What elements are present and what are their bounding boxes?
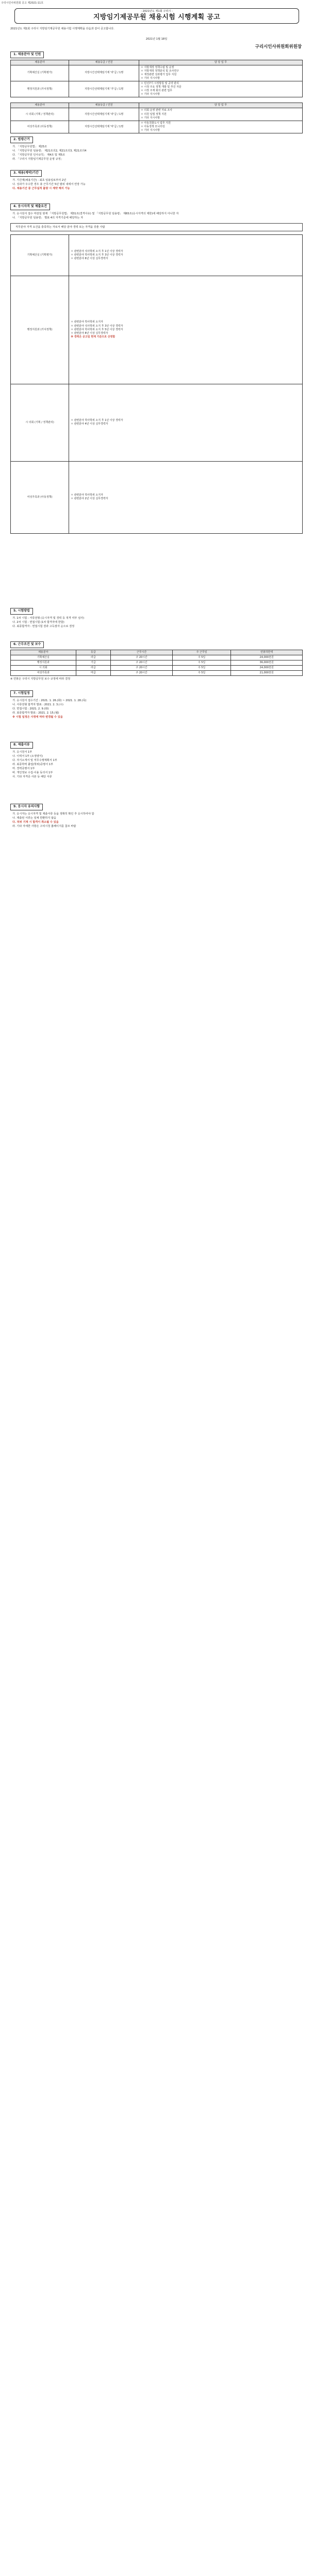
duty-item: ㅇ 재정관련 성과평가 업무 지원 <box>141 73 177 76</box>
cell: 주 5일 <box>172 665 230 670</box>
cell: 가급 <box>76 660 111 665</box>
section-documents <box>10 742 303 779</box>
duty-item: ㅇ 아동친화도시 업무 지원 <box>141 121 171 125</box>
cell: 주 20시간 <box>111 655 173 660</box>
grade-cell: 지방시간선택제임기제 '가'급 / 1명 <box>69 81 139 97</box>
req-item: ㅇ 관련분야 2년 이상 실무경력자 <box>71 497 108 501</box>
col-header: 등급 <box>76 650 111 655</box>
section-title: 1. 채용분야 및 인원 <box>10 52 44 58</box>
table-row <box>11 234 303 276</box>
section-schedule <box>10 690 303 719</box>
list-item: 다. 면접시험 : 2021. 2. 9.(화) <box>12 707 49 710</box>
list-item: 가. 응시원서 접수 마감일 현재 「지방공무원법」 제31조(결격사유) 및 「지방공무원 임용령」 제65조(응시자격의 제한)에 해당하지 아니한 자 <box>12 212 179 215</box>
list-item: 가. 기간제(채용기간) : 최초 임용일로부터 2년 <box>12 178 67 182</box>
req-item: ※ 경력은 공고일 현재 기준으로 산정함 <box>71 335 116 338</box>
list-item: 나. 이력서 1부 (소정양식) <box>12 754 43 758</box>
duty-item: ㅇ 기타 지시사항 <box>141 93 160 96</box>
field-cell: 행정지원과 (가치정책) <box>11 81 69 97</box>
cell: 주 20시간 <box>111 660 173 665</box>
col-header: 채용분야 <box>11 103 69 108</box>
intro <box>10 27 303 31</box>
list-item: 가. 응시자는 응시자격 및 제출서류 등을 정확히 확인 후 응시하여야 함 <box>12 812 94 816</box>
list-item: 마. 경력증명서 1부 <box>12 767 35 770</box>
table-row <box>11 121 303 133</box>
field-cell: 행정지원과 (가치정책) <box>11 276 69 384</box>
list-item: 다. 허위 기재 시 합격이 취소될 수 있음 <box>12 820 59 824</box>
table-row <box>11 655 303 660</box>
list-item: 나. 제출된 서류는 일체 반환하지 않음 <box>12 816 57 820</box>
duty-item: ㅇ 지방재정 정책분석 및 조사연구 <box>141 69 179 73</box>
list-item: 라. 기타 자세한 사항은 구리시청 홈페이지를 참조 바람 <box>12 824 76 828</box>
duty-item: ㅇ 시정 주요 정책 개발 및 추진 자문 <box>141 86 182 89</box>
req-item: ㅇ 관련분야 석사학위 소지 후 3년 이상 경력자 <box>71 324 123 328</box>
section-title: 5. 시험방법 <box>10 608 33 615</box>
list-item: 다. 자기소개서 및 직무수행계획서 1부 <box>12 758 57 762</box>
duty-item: ㅇ 기타 지시사항 <box>141 76 160 80</box>
recruitment-table <box>10 60 303 98</box>
cell: 24,000천원 <box>231 655 303 660</box>
section-title: 7. 시험일정 <box>10 690 33 697</box>
duty-item: ㅇ 의원 입법 정책 지원 <box>141 112 167 116</box>
col-header: 채용등급 / 인원 <box>69 60 139 65</box>
col-header: 채용분야 <box>11 650 76 655</box>
table-row <box>11 670 303 675</box>
cell: 주 20시간 <box>111 670 173 675</box>
list-item: 다. 「지방공무원 인사규칙」 제4조 및 제5조 <box>12 153 65 157</box>
grade-cell: 지방시간선택제임기제 '라'급 / 1명 <box>69 65 139 81</box>
col-header: 담 당 업 무 <box>139 60 303 65</box>
section-title: 8. 제출서류 <box>10 742 33 749</box>
list-item: 사. 기타 자격증 사본 등 해당 서류 <box>12 775 52 778</box>
section-title: 9. 응시자 유의사항 <box>10 804 43 810</box>
list-item: 다. 채용기간 중 근무실적 불량 시 계약 해지 가능 <box>12 187 70 190</box>
field-cell: 시 의회 (기획 / 정책관리) <box>11 108 69 121</box>
cell: 21,000천원 <box>231 670 303 675</box>
title-subheading: - 2021년도 제1회 구리시 - <box>141 10 173 13</box>
list-item: 다. 최종합격자 : 면접시험 결과 고득점자 순으로 결정 <box>12 624 75 628</box>
section-legal-basis <box>10 137 303 161</box>
duty-item: ㅇ 기타 지시사항 <box>141 128 160 132</box>
cell: 36,000천원 <box>231 660 303 665</box>
table-row <box>11 461 303 533</box>
section-notes <box>10 804 303 828</box>
issuing-organization: 구리시인사위원회위원장 <box>255 44 302 49</box>
list-item: 나. 2차 시험 : 면접시험 (1차 합격자에 한함) <box>12 620 64 624</box>
note-box <box>10 223 303 231</box>
page-title: 지방임기제공무원 채용시험 시행계획 공고 <box>93 13 220 22</box>
list-item: ※ 시험 일정은 사정에 따라 변경될 수 있음 <box>12 715 63 719</box>
list-item: 나. 「지방공무원 임용령」 별표 4의 자격기준에 해당하는 자 <box>12 216 84 219</box>
col-header: 근무시간 <box>111 650 173 655</box>
announcement-date: 2021년 1월 18일 <box>145 38 168 41</box>
cell: 24,000천원 <box>231 665 303 670</box>
section-contract-period <box>10 170 303 191</box>
eligibility-table <box>10 234 303 534</box>
section-work-conditions <box>10 641 303 681</box>
section-eligibility <box>10 204 303 534</box>
cell: 주 5일 <box>172 655 230 660</box>
section-title: 6. 근무조건 및 보수 <box>10 641 44 648</box>
col-header: 채용등급 / 인원 <box>69 103 139 108</box>
cell: 마급 <box>76 670 111 675</box>
col-header: 담 당 업 무 <box>139 103 303 108</box>
title-box <box>14 8 299 24</box>
list-item: 가. 응시원서 접수기간 : 2021. 1. 26.(화) ~ 2021. 1. 28.(목) <box>12 699 87 702</box>
note-text: ※ 연봉은 구리시 지방공무원 보수 규정에 따라 결정 <box>10 677 71 681</box>
field-cell: 기획예산실 (기획평가) <box>11 234 69 276</box>
section-title: 3. 채용(계약)기간 <box>10 170 42 177</box>
section-title: 4. 응시자격 및 제출요건 <box>10 204 50 210</box>
table-row <box>11 81 303 97</box>
field-cell: 여성가족과 (아동정책) <box>11 461 69 533</box>
table-row <box>11 384 303 461</box>
table-row <box>11 108 303 121</box>
table-row <box>11 665 303 670</box>
recruitment-table-2 <box>10 103 303 133</box>
req-item: ㅇ 관련분야 6년 이상 실무경력자 <box>71 257 108 260</box>
table-row <box>11 65 303 81</box>
conditions-table <box>10 650 303 676</box>
cell: 기획예산실 <box>11 655 76 660</box>
list-item: 가. 1차 시험 : 서류전형 (응시자격 및 경력 등 적격 여부 심사) <box>12 616 85 620</box>
col-header: 주 근무일 <box>172 650 230 655</box>
section-exam-method <box>10 608 303 629</box>
cell: 라급 <box>76 655 111 660</box>
req-item: ㅇ 관련분야 박사학위 소지자 <box>71 320 103 324</box>
cell: 라급 <box>76 665 111 670</box>
field-cell: 기획예산실 (기획평가) <box>11 65 69 81</box>
section-recruitment <box>10 52 303 133</box>
duty-item: ㅇ 의회 운영 관련 자료 조사 <box>141 109 173 112</box>
table-row <box>11 276 303 384</box>
req-item: ㅇ 관련분야 학사학위 소지 후 1년 이상 경력자 <box>71 419 123 422</box>
field-cell: 여성가족과 (아동정책) <box>11 121 69 133</box>
cell: 주 20시간 <box>111 665 173 670</box>
table-row <box>11 660 303 665</box>
list-item: 라. 최종학력 졸업(학위)증명서 1부 <box>12 762 54 766</box>
intro-text: 2021년도 제1회 구리시 지방임기제공무원 채용시험 시행계획을 다음과 같이 공고합니다. <box>10 27 114 30</box>
duty-item: ㅇ 시장 주재 회의 관련 업무 <box>141 89 173 93</box>
cell: 시 의회 <box>11 665 76 670</box>
duty-item: ㅇ 기타 지시사항 <box>141 116 160 120</box>
list-item: 가. 「지방공무원법」 제25조 <box>12 145 47 148</box>
list-item: 바. 개인정보 수집·이용 동의서 1부 <box>12 771 53 774</box>
req-item: ㅇ 관련분야 석사학위 소지 후 1년 이상 경력자 <box>71 249 123 253</box>
cell: 행정지원과 <box>11 660 76 665</box>
list-item: 나. 성과가 우수한 경우 총 근무기간 5년 범위 내에서 연장 가능 <box>12 182 86 186</box>
list-item: 나. 「지방공무원 임용령」 제21조의2, 제21조의3, 제21조의4 <box>12 149 87 152</box>
req-item: ㅇ 관련분야 학사학위 소지자 <box>71 494 103 497</box>
cell: 주 5일 <box>172 660 230 665</box>
document-number: 구리시인사위원회 공고 제2021-11호 <box>1 2 44 5</box>
req-item: ㅇ 관련분야 4년 이상 실무경력자 <box>71 422 108 426</box>
field-cell: 시 의회 (기획 / 정책관리) <box>11 384 69 461</box>
duty-item: ㅇ 지방재정 정책수립 및 운영 <box>141 65 174 69</box>
list-item: 라. 「구리시 지방임기제공무원 운영 규정」 <box>12 157 63 161</box>
list-item: 나. 서류전형 합격자 발표 : 2021. 2. 3.(수) <box>12 703 63 706</box>
grade-cell: 지방시간선택제임기제 '라'급 / 1명 <box>69 108 139 121</box>
col-header: 채용분야 <box>11 60 69 65</box>
req-item: ㅇ 관련분야 학사학위 소지 후 5년 이상 경력자 <box>71 328 123 331</box>
req-item: ㅇ 관련분야 학사학위 소지 후 3년 이상 경력자 <box>71 253 123 257</box>
duty-item: ㅇ 아동정책 모니터링 <box>141 125 165 128</box>
col-header: 연봉하한액 <box>231 650 303 655</box>
list-item: 라. 최종합격자 발표 : 2021. 2. 15.(월) <box>12 711 59 715</box>
cell: 여성가족과 <box>11 670 76 675</box>
section-title: 2. 법령근거 <box>10 137 33 143</box>
duty-item: ㅇ 민선7기 시정방침 및 공약 관리 <box>141 81 179 85</box>
req-item: ㅇ 관련분야 8년 이상 실무경력자 <box>71 331 108 335</box>
grade-cell: 지방시간선택제임기제 '마'급 / 1명 <box>69 121 139 133</box>
list-item: 가. 응시원서 1부 <box>12 750 32 754</box>
cell: 주 5일 <box>172 670 230 675</box>
note-text: 직무분야 자격 요건을 충족하는 자로서 해당 분야 경력 또는 자격을 갖춘 사람 <box>15 225 105 229</box>
